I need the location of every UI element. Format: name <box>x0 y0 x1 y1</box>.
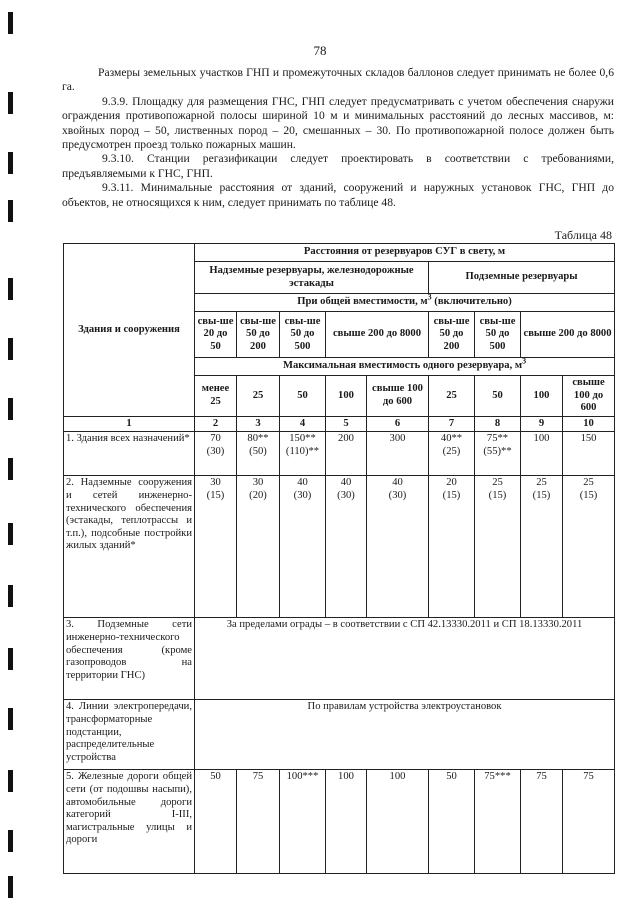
distance-value: 75 <box>237 770 280 874</box>
distance-value: 40 (30) <box>280 476 326 618</box>
total-capacity-cell: свы-ше 50 до 200 <box>237 312 280 358</box>
paragraph-9-3-9: 9.3.9. Площадку для размещения ГНС, ГНП следует предусматривать с учетом обеспечения снаружи ограждения противопожарной полосы шириной 10 м и минимальных расстояний до лесных массивов, м: хвойных пород – 50, лиственных пород – 20, смешанных – 30. По противопожарной полосе должен быть предусмотрен проезд только пожарных машин. <box>62 94 614 152</box>
row-name: 3. Подземные сети инженерно-технического обеспечения (кроме газопроводов на территории ГНС) <box>64 618 195 700</box>
distance-value: 40** (25) <box>429 432 475 476</box>
distance-value: 50 <box>195 770 237 874</box>
binding-mark <box>8 585 13 607</box>
distance-value: 25 (15) <box>475 476 521 618</box>
row-name: 5. Железные дороги общей сети (от подошвы насыпи), автомобильные дороги категорий I-III, магистральные улицы и дороги <box>64 770 195 874</box>
table-row <box>64 700 615 770</box>
binding-mark <box>8 458 13 480</box>
header-above-ground: Надземные резервуары, железнодорожные эстакады <box>195 262 429 294</box>
distance-value: 300 <box>367 432 429 476</box>
distance-value: 150** (110)** <box>280 432 326 476</box>
distance-value: 100 <box>326 770 367 874</box>
distance-value: 50 <box>429 770 475 874</box>
distance-value: 80** (50) <box>237 432 280 476</box>
table-row <box>64 618 615 700</box>
column-number: 1 <box>64 416 195 432</box>
header-max-capacity: Максимальная вместимость одного резервуара, $м^3$ <box>195 358 615 376</box>
column-number: 2 <box>195 416 237 432</box>
total-capacity-cell: свы-ше 50 до 500 <box>280 312 326 358</box>
body-text <box>62 66 614 210</box>
max-capacity-cell: 50 <box>280 376 326 417</box>
distance-table <box>63 243 615 874</box>
max-capacity-cell: свыше 100 до 600 <box>367 376 429 417</box>
column-number: 3 <box>237 416 280 432</box>
binding-mark <box>8 338 13 360</box>
column-number: 10 <box>563 416 615 432</box>
distance-value: 100 <box>521 432 563 476</box>
max-capacity-cell: 100 <box>521 376 563 417</box>
distance-value: 100*** <box>280 770 326 874</box>
distance-value: 30 (15) <box>195 476 237 618</box>
column-number: 4 <box>280 416 326 432</box>
column-number: 8 <box>475 416 521 432</box>
distance-value: 75** (55)** <box>475 432 521 476</box>
max-capacity-cell: 25 <box>429 376 475 417</box>
binding-mark <box>8 830 13 852</box>
distance-value: 20 (15) <box>429 476 475 618</box>
header-distances: Расстояния от резервуаров СУГ в свету, м <box>195 244 615 262</box>
column-number: 5 <box>326 416 367 432</box>
table-row <box>64 432 615 476</box>
binding-mark <box>8 398 13 420</box>
distance-value: 150 <box>563 432 615 476</box>
binding-mark <box>8 12 13 34</box>
binding-mark <box>8 770 13 792</box>
total-capacity-cell: свы-ше 20 до 50 <box>195 312 237 358</box>
paragraph-land-size: Размеры земельных участков ГНП и промежуточных складов баллонов следует принимать не более 0,6 га. <box>62 66 614 94</box>
distance-value: 200 <box>326 432 367 476</box>
max-capacity-cell: свыше 100 до 600 <box>563 376 615 417</box>
total-capacity-cell: свы-ше 50 до 500 <box>475 312 521 358</box>
row-name: 1. Здания всех назначений* <box>64 432 195 476</box>
table-row <box>64 476 615 618</box>
page-number: 78 <box>313 43 327 58</box>
distance-value: 70 (30) <box>195 432 237 476</box>
header-total-capacity: При общей вместимости, $м^3$ (включительно) <box>195 294 615 312</box>
row-span-text: За пределами ограды – в соответствии с СП 42.13330.2011 и СП 18.13330.2011 <box>195 618 615 700</box>
max-capacity-cell: менее 25 <box>195 376 237 417</box>
distance-value: 75 <box>521 770 563 874</box>
binding-mark <box>8 523 13 545</box>
row-span-text: По правилам устройства электроустановок <box>195 700 615 770</box>
paragraph-9-3-10: 9.3.10. Станции регазификации следует проектировать в соответствии с требованиями, предъявляемыми к ГНС, ГНП. <box>62 152 614 180</box>
max-capacity-cell: 100 <box>326 376 367 417</box>
total-capacity-cell: свыше 200 до 8000 <box>521 312 615 358</box>
distance-value: 30 (20) <box>237 476 280 618</box>
distance-value: 40 (30) <box>367 476 429 618</box>
header-underground: Подземные резервуары <box>429 262 615 294</box>
distance-value: 40 (30) <box>326 476 367 618</box>
distance-value: 25 (15) <box>563 476 615 618</box>
total-capacity-cell: свы-ше 50 до 200 <box>429 312 475 358</box>
binding-mark <box>8 708 13 730</box>
distance-value: 100 <box>367 770 429 874</box>
binding-mark <box>8 152 13 174</box>
table-caption: Таблица 48 <box>554 228 612 242</box>
paragraph-9-3-11: 9.3.11. Минимальные расстояния от зданий, сооружений и наружных установок ГНС, ГНП до объектов, не относящихся к ним, следует принимать по таблице 48. <box>62 181 614 209</box>
table-row <box>64 770 615 874</box>
max-capacity-cell: 50 <box>475 376 521 417</box>
distance-value: 75 <box>563 770 615 874</box>
total-capacity-cell: свыше 200 до 8000 <box>326 312 429 358</box>
column-number: 7 <box>429 416 475 432</box>
binding-mark <box>8 92 13 114</box>
binding-mark <box>8 200 13 222</box>
binding-mark <box>8 876 13 898</box>
row-name: 4. Линии электропередачи, трансформаторные подстанции, распределительные устройства <box>64 700 195 770</box>
max-capacity-cell: 25 <box>237 376 280 417</box>
binding-mark <box>8 278 13 300</box>
row-name: 2. Надземные сооружения и сетей инженерно-технического обеспечения (эстакады, теплотрассы и т.п.), подсобные постройки жилых зданий* <box>64 476 195 618</box>
column-number: 9 <box>521 416 563 432</box>
column-number: 6 <box>367 416 429 432</box>
distance-value: 75*** <box>475 770 521 874</box>
binding-mark <box>8 648 13 670</box>
header-buildings: Здания и сооружения <box>64 244 195 417</box>
distance-value: 25 (15) <box>521 476 563 618</box>
